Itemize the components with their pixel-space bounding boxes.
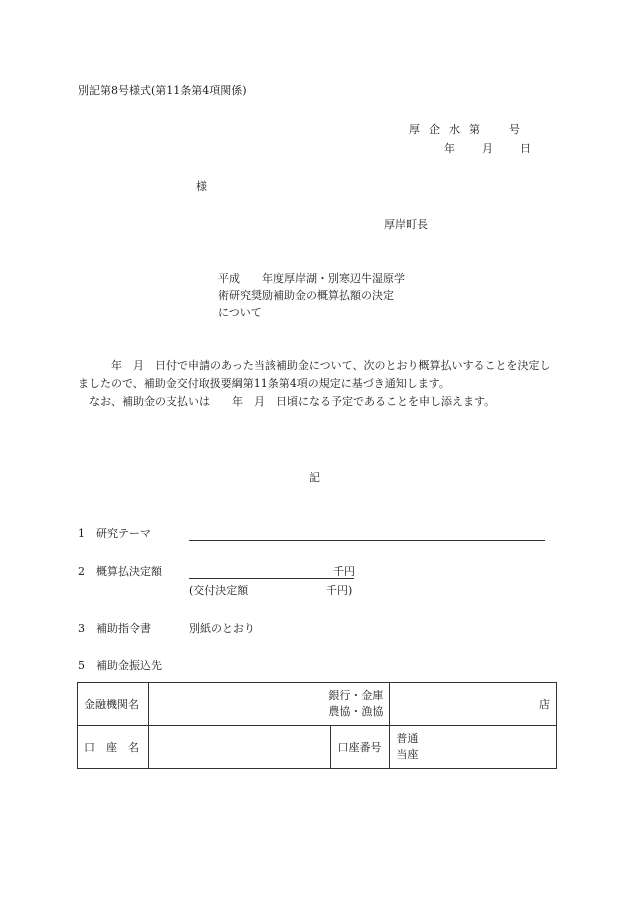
item1-number: 1 [78, 527, 85, 540]
body-paragraph-1: 年 月 日付で申請のあった当該補助金について、次のとおり概算払いすることを決定しましたので、補助金交付取扱要綱第11条第4項の規定に基づき通知します。 [78, 359, 551, 390]
account-number-label-cell [331, 726, 390, 769]
institution-label-cell [78, 683, 149, 726]
addressee-suffix: 様 [196, 180, 207, 193]
approx-amount-line [189, 578, 354, 579]
bank-types-line-2: 農協・漁協 [328, 705, 384, 718]
bank-types-line-1: 銀行・金庫 [328, 689, 384, 702]
ki-heading: 記 [309, 471, 320, 484]
subject-line-3: について [218, 306, 262, 319]
item5-number: 5 [78, 659, 85, 672]
item2-label: 概算払決定額 [96, 565, 162, 578]
item3-value: 別紙のとおり [189, 622, 255, 635]
body-paragraph-2: なお、補助金の支払いは 年 月 日頃になる予定であることを申し添えます。 [89, 395, 496, 408]
issuer-name: 厚岸町長 [384, 218, 428, 231]
subject-line-1: 平成 年度厚岸湖・別寒辺牛湿原学 [218, 272, 405, 285]
research-theme-line [189, 540, 545, 541]
account-type-cell [390, 726, 557, 769]
account-name-label-cell [78, 726, 149, 769]
branch-suffix: 店 [539, 698, 550, 711]
bank-row-account [78, 726, 557, 769]
item3-label: 補助指令書 [96, 622, 151, 635]
institution-label: 金融機関名 [84, 698, 139, 711]
bank-row-institution [78, 683, 557, 726]
subject-line-2: 術研究奨励補助金の概算払額の決定 [218, 289, 394, 302]
item1-label: 研究テーマ [96, 527, 151, 540]
bank-transfer-table [77, 682, 557, 769]
document-number: 厚企水第 号 [409, 123, 529, 136]
account-name-value-cell [148, 726, 331, 769]
institution-name-cell [148, 683, 389, 726]
item2-number: 2 [78, 565, 85, 578]
account-name-label: 口 座 名 [84, 741, 139, 754]
item5-label: 補助金振込先 [96, 659, 162, 672]
form-label: 別記第8号様式(第11条第4項関係) [78, 84, 247, 97]
account-number-label: 口座番号 [337, 741, 382, 754]
grant-amount-prefix: (交付決定額 [189, 584, 249, 597]
approx-amount-unit: 千円 [333, 565, 355, 578]
account-type-regular: 普通 [396, 732, 419, 745]
grant-amount-suffix: 千円) [326, 584, 353, 597]
account-type-current: 当座 [396, 748, 419, 761]
branch-cell [390, 683, 557, 726]
issue-date: 年 月 日 [444, 142, 539, 155]
item3-number: 3 [78, 622, 85, 635]
